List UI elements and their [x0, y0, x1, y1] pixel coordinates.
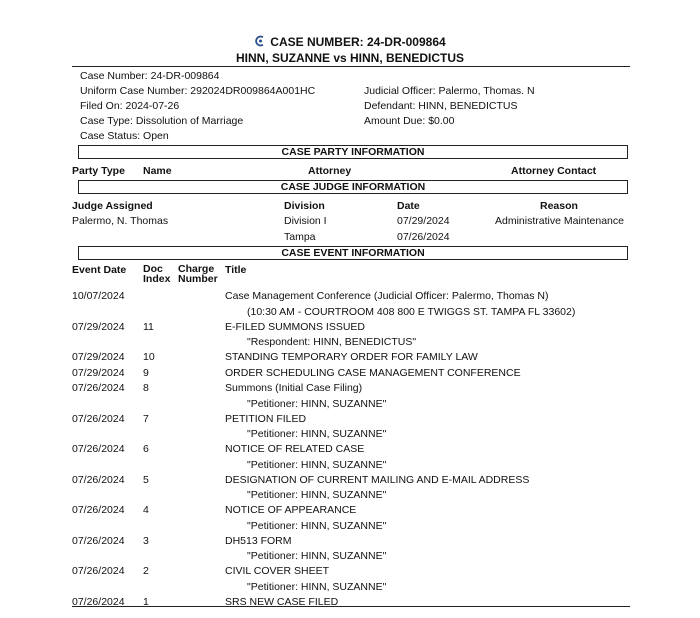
event-title: Summons (Initial Case Filing) [225, 382, 363, 394]
party-col-name: Name [143, 165, 172, 177]
event-detail-row [0, 428, 700, 444]
summary-defendant: Defendant: HINN, BENEDICTUS [364, 100, 518, 112]
event-doc-index: 11 [143, 320, 154, 333]
event-doc-index: 1 [143, 595, 149, 608]
event-detail-row [0, 459, 700, 475]
event-title: DH513 FORM [225, 534, 292, 547]
event-detail-row [0, 306, 700, 322]
event-title: SRS NEW CASE FILED [225, 595, 339, 608]
event-detail: "Petitioner: HINN, SUZANNE" [247, 550, 387, 562]
event-doc-index: 4 [143, 504, 149, 516]
event-detail: "Petitioner: HINN, SUZANNE" [247, 519, 387, 532]
event-col-charge-line2: Number [178, 273, 218, 285]
party-section-title: CASE PARTY INFORMATION [78, 145, 628, 159]
court-seal-icon [254, 35, 266, 47]
event-row [0, 596, 700, 612]
event-col-title: Title [225, 264, 247, 276]
event-title: NOTICE OF APPEARANCE [225, 504, 357, 516]
event-doc-index: 7 [143, 412, 149, 425]
judge-col-date: Date [397, 200, 420, 212]
event-title: ORDER SCHEDULING CASE MANAGEMENT CONFERENCE [225, 366, 521, 379]
parties-heading: HINN, SUZANNE vs HINN, BENEDICTUS [235, 51, 465, 65]
judge-row-division: Division I [284, 215, 327, 227]
judge-row-reason: Administrative Maintenance [495, 215, 624, 227]
event-date: 07/26/2024 [72, 412, 125, 425]
event-row [0, 535, 700, 551]
event-row [0, 443, 700, 459]
party-col-party-type: Party Type [72, 165, 125, 177]
event-row [0, 367, 700, 383]
event-doc-index: 2 [143, 565, 149, 577]
event-date: 07/26/2024 [72, 595, 125, 608]
event-date: 07/26/2024 [72, 443, 125, 455]
event-doc-index: 10 [143, 351, 155, 363]
event-title: PETITION FILED [225, 412, 307, 425]
event-date: 07/26/2024 [72, 504, 125, 516]
event-row [0, 290, 700, 306]
judge-section-title: CASE JUDGE INFORMATION [78, 180, 628, 194]
event-detail: "Petitioner: HINN, SUZANNE" [247, 428, 387, 440]
event-detail: "Petitioner: HINN, SUZANNE" [247, 580, 387, 593]
event-doc-index: 5 [143, 473, 149, 486]
event-col-charge-line1: Charge [178, 263, 215, 275]
event-detail: "Petitioner: HINN, SUZANNE" [247, 458, 387, 471]
summary-case-type: Case Type: Dissolution of Marriage [80, 115, 244, 127]
event-doc-index: 6 [143, 443, 149, 455]
event-title: DESIGNATION OF CURRENT MAILING AND E-MAIL ADDRESS [225, 473, 530, 486]
event-date: 07/29/2024 [72, 366, 125, 379]
party-col-attorney: Attorney [308, 165, 352, 177]
party-col-attorney-contact: Attorney Contact [511, 165, 597, 177]
event-title: CIVIL COVER SHEET [225, 565, 330, 577]
event-detail-row [0, 336, 700, 352]
judge-col-reason: Reason [540, 200, 578, 212]
summary-filed-on: Filed On: 2024-07-26 [80, 100, 180, 112]
event-date: 07/26/2024 [72, 565, 125, 577]
event-title: NOTICE OF RELATED CASE [225, 443, 365, 455]
event-row [0, 504, 700, 520]
judge-col-judge: Judge Assigned [72, 200, 153, 212]
event-date: 07/26/2024 [72, 534, 125, 547]
event-detail-row [0, 550, 700, 566]
event-col-doc-line1: Doc [143, 263, 163, 275]
event-detail: (10:30 AM - COURTROOM 408 800 E TWIGGS ST. TAMPA FL 33602) [247, 305, 576, 318]
header-divider [72, 66, 630, 67]
judge-row-date: 07/29/2024 [397, 215, 450, 227]
event-col-charge-number [178, 264, 218, 284]
event-section-title: CASE EVENT INFORMATION [78, 246, 628, 260]
summary-judicial-officer: Judicial Officer: Palermo, Thomas. N [364, 85, 535, 97]
judge-col-division: Division [284, 200, 325, 212]
event-detail-row [0, 398, 700, 414]
event-doc-index: 8 [143, 382, 149, 394]
case-number-title: CASE NUMBER: 24-DR-009864 [270, 35, 446, 49]
event-detail-row [0, 520, 700, 536]
event-detail-row [0, 581, 700, 597]
event-row [0, 413, 700, 429]
event-col-doc-line2: Index [143, 273, 171, 285]
event-row [0, 474, 700, 490]
event-title: Case Management Conference (Judicial Officer: Palermo, Thomas N) [225, 290, 549, 302]
judge-row-division: Tampa [284, 231, 316, 243]
event-detail: "Respondent: HINN, BENEDICTUS" [247, 336, 417, 348]
event-date: 10/07/2024 [72, 290, 125, 302]
event-col-doc-index [143, 264, 170, 284]
event-row [0, 351, 700, 367]
summary-uniform-case-number: Uniform Case Number: 292024DR009864A001HC [80, 85, 316, 97]
event-row [0, 321, 700, 337]
event-title: STANDING TEMPORARY ORDER FOR FAMILY LAW [225, 351, 478, 363]
event-row [0, 382, 700, 398]
event-date: 07/29/2024 [72, 351, 125, 363]
event-doc-index: 3 [143, 534, 149, 547]
event-doc-index: 9 [143, 366, 149, 379]
event-detail: "Petitioner: HINN, SUZANNE" [247, 397, 387, 410]
summary-case-status: Case Status: Open [80, 130, 169, 142]
event-title: E-FILED SUMMONS ISSUED [225, 320, 366, 333]
footer-divider [72, 606, 630, 607]
summary-amount-due: Amount Due: $0.00 [364, 115, 455, 127]
event-date: 07/29/2024 [72, 320, 125, 333]
judge-row-date: 07/26/2024 [397, 231, 450, 243]
judge-name: Palermo, N. Thomas [72, 215, 169, 227]
event-date: 07/26/2024 [72, 382, 125, 394]
event-date: 07/26/2024 [72, 473, 125, 486]
summary-case-number: Case Number: 24-DR-009864 [80, 70, 220, 82]
case-number-heading [0, 35, 700, 49]
event-col-date: Event Date [72, 264, 127, 276]
event-row [0, 565, 700, 581]
event-detail: "Petitioner: HINN, SUZANNE" [247, 489, 387, 501]
event-detail-row [0, 489, 700, 505]
